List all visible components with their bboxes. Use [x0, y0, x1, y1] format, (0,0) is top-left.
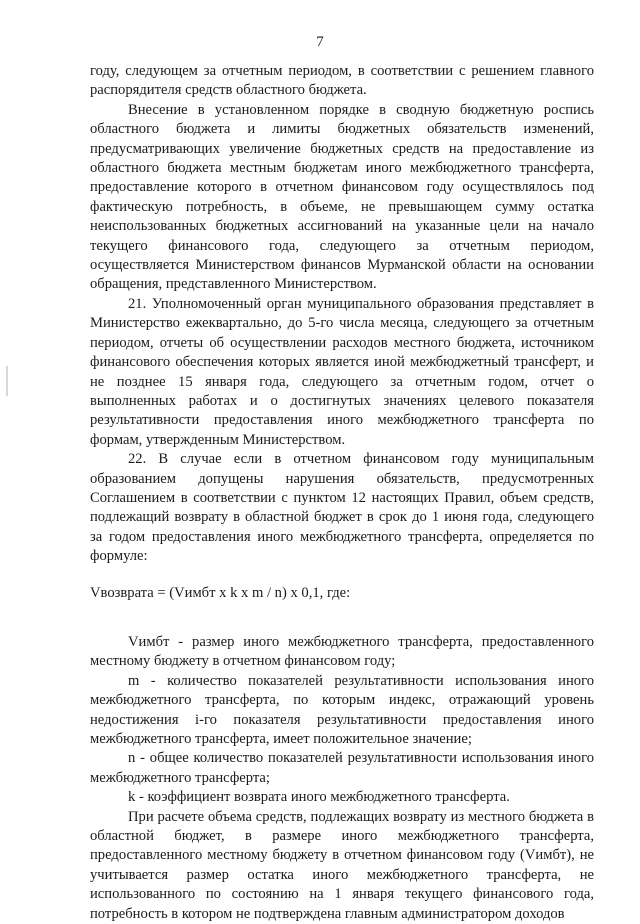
- paragraph-21-reporting: 21. Уполномоченный орган муниципального образования представляет в Министерство ежеквартально, до 5-го числа месяца, следующего за отчетным периодом, отчеты об осуществлении расходов местного бюджета, источником финансового обеспечения которых является иной межбюджетный трансферт, и не позднее 15 января года, следующего за отчетным годом, отчет о выполненных работах и о достигнутых значениях целевого показателя результативности предоставления иного межбюджетного трансферта по формам, утвержденным Министерством.: [90, 295, 594, 448]
- definition-n: n - общее количество показателей результативности использования иного межбюджетного трансферта;: [90, 750, 594, 786]
- definition-vimbt: Vимбт - размер иного межбюджетного трансферта, предоставленного местному бюджету в отчетном финансовом году;: [90, 633, 594, 670]
- refund-formula: Vвозврата = (Vимбт x k x m / n) x 0,1, где:: [90, 584, 351, 601]
- paragraph-22-refund: 22. В случае если в отчетном финансовом году муниципальным образованием допущены нарушения обязательств, предусмотренных Соглашением в соответствии с пунктом 12 настоящих Правил, объем средств, подлежащий возврату в областной бюджет в срок до 1 июня года, следующего за годом предоставления иного межбюджетного трансферта, определяется по формуле:: [90, 451, 594, 565]
- scan-margin-mark: [6, 366, 8, 396]
- document-body: [90, 62, 594, 924]
- paragraph-continuation: году, следующем за отчетным периодом, в соответствии с решением главного распорядителя средств областного бюджета.: [90, 63, 594, 99]
- definition-m: m - количество показателей результативности использования иного межбюджетного трансферта, по которым индекс, отражающий уровень недостижения i-го показателя результативности предоставления иного межбюджетного трансферта, имеет положительное значение;: [90, 672, 594, 747]
- paragraph-refund-calculation: При расчете объема средств, подлежащих возврату из местного бюджета в областной бюджет, в размере иного межбюджетного трансферта, предоставленного местному бюджету в отчетном финансовом году (Vимбт), не учитывается размер остатка иного межбюджетного трансферта, не использованного по состоянию на 1 января текущего финансового года, потребность в котором не подтверждена главным администратором доходов: [90, 808, 594, 922]
- paragraph-budget-amendment: Внесение в установленном порядке в сводную бюджетную роспись областного бюджета и лимиты бюджетных обязательств изменений, предусматривающих увеличение бюджетных средств на предоставление из областного бюджета местным бюджетам иного межбюджетного трансферта, предоставление которого в отчетном финансовом году осуществлялось под фактическую потребность, в объеме, не превышающем сумму остатка неиспользованных бюджетных ассигнований на указанные цели на начало текущего финансового года, следующего за отчетным периодом, осуществляется Министерством финансов Мурманской области на основании обращения, представленного Министерством.: [90, 101, 594, 293]
- page-number: 7: [316, 34, 324, 50]
- definition-k: k - коэффициент возврата иного межбюджетного трансферта.: [128, 789, 510, 806]
